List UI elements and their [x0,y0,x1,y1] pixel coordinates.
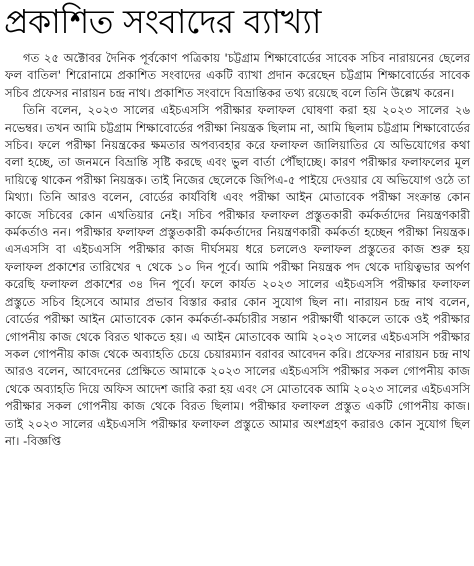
article-body [5,50,470,450]
paragraph-intro: গত ২৫ অক্টোবর দৈনিক পূর্বকোণ পত্রিকায় 'চট্টগ্রাম শিক্ষাবোর্ডের সাবেক সচিব নারায়নের ছেলের ফল বাতিল' শিরোনামে প্রকাশিত সংবাদের একটি ব্যাখা প্রদান করেছেন চট্টগ্রাম শিক্ষাবোর্ডের সাবেক সচিব প্রফেসর নারায়ন চন্দ্র নাথ। প্রকাশিত সংবাদে বিভ্রান্তিকর তথ্য রয়েছে বলে তিনি উল্লেখ করেন। [5,51,470,100]
paragraph-statement: তিনি বলেন, ২০২৩ সালের এইচএসসি পরীক্ষার ফলাফল ঘোষণা করা হয় ২০২৩ সালের ২৬ নভেম্বর। তখন আমি চট্টগ্রাম শিক্ষাবোর্ডের পরীক্ষা নিয়ন্ত্রক ছিলাম না, আমি ছিলাম চট্টগ্রাম শিক্ষাবোর্ডের সচিব। ফলে পরীক্ষা নিয়ন্ত্রকের ক্ষমতার অপব্যবহার করে ফলাফল জালিয়াতির যে অভিযোগের কথা বলা হচ্ছে, তা জনমনে বিভ্রান্তি সৃষ্টি করছে এবং ভুল বার্তা পৌঁছাচ্ছে। কারণ পরীক্ষার ফলাফলের মূল দায়িত্বে থাকেন পরীক্ষা নিয়ন্ত্রক। তাই নিজের ছেলেকে জিপিএ-৫ পাইয়ে দেওয়ার যে অভিযোগ ওঠে তা মিথ্যা। তিনি আরও বলেন, বোর্ডের কার্যবিধি এবং পরীক্ষা আইন মোতাবেক পরীক্ষা সংক্রান্ত কোন কাজে সচিবের কোন এখতিয়ার নেই। সচিব পরীক্ষার ফলাফল প্রস্তুতকারী কর্মকর্তাদের নিয়ন্ত্রণকারী কর্মকর্তাও নন। পরীক্ষার ফলাফল প্রস্তুতকারী কর্মকর্তাদের নিয়ন্ত্রণকারী কর্মকর্তা হচ্ছেন পরীক্ষা নিয়ন্ত্রক। এসএসসি বা এইচএসসি পরীক্ষার কাজ দীর্ঘসময় ধরে চললেও ফলাফল প্রস্তুতের কাজ শুরু হয় ফলাফল প্রকাশের তারিখের ৭ থেকে ১০ দিন পূর্বে। আমি পরীক্ষা নিয়ন্ত্রক পদ থেকে দায়িত্বভার অর্পণ করেছি ফলাফল প্রকাশের ৩৪ দিন পূর্বে। ফলে কার্যত ২০২৩ সালের এইচএসসি পরীক্ষার ফলাফল প্রস্তুতে সচিব হিসেবে আমার প্রভাব বিস্তার করার কোন সুযোগ ছিল না। নারায়ন চন্দ্র নাথ বলেন, বোর্ডের পরীক্ষা আইন মোতাবেক কোন কর্মকর্তা-কর্মচারীর সন্তান পরীক্ষার্থী থাকলে তাকে ওই পরীক্ষার গোপনীয় কাজ থেকে বিরত থাকতে হয়। এ আইন মোতাবেক আমি ২০২৩ সালের এইচএসসি পরীক্ষার সকল গোপনীয় কাজ থেকে অব্যাহতি চেয়ে চেয়ারম্যান বরাবর আবেদন করি। প্রফেসর নারায়ন চন্দ্র নাথ আরও বলেন, আবেদনের প্রেক্ষিতে আমাকে ২০২৩ সালের এইচএসসি পরীক্ষার সকল গোপনীয় কাজ থেকে অব্যাহতি দিয়ে অফিস আদেশ জারি করা হয় এবং সে মোতাবেক আমি ২০২৩ সালের এইচএসসি পরীক্ষার সকল গোপনীয় কাজ থেকে বিরত ছিলাম। পরীক্ষার ফলাফল প্রস্তুত একটি গোপনীয় কাজ। তাই ২০২৩ সালের এইচএসসি পরীক্ষার ফলাফল প্রস্তুতে আমার অংশগ্রহণ করারও কোন সুযোগ ছিল না। -বিজ্ঞপ্তি [5,103,470,448]
headline: প্রকাশিত সংবাদের ব্যাখ্যা [4,2,322,41]
